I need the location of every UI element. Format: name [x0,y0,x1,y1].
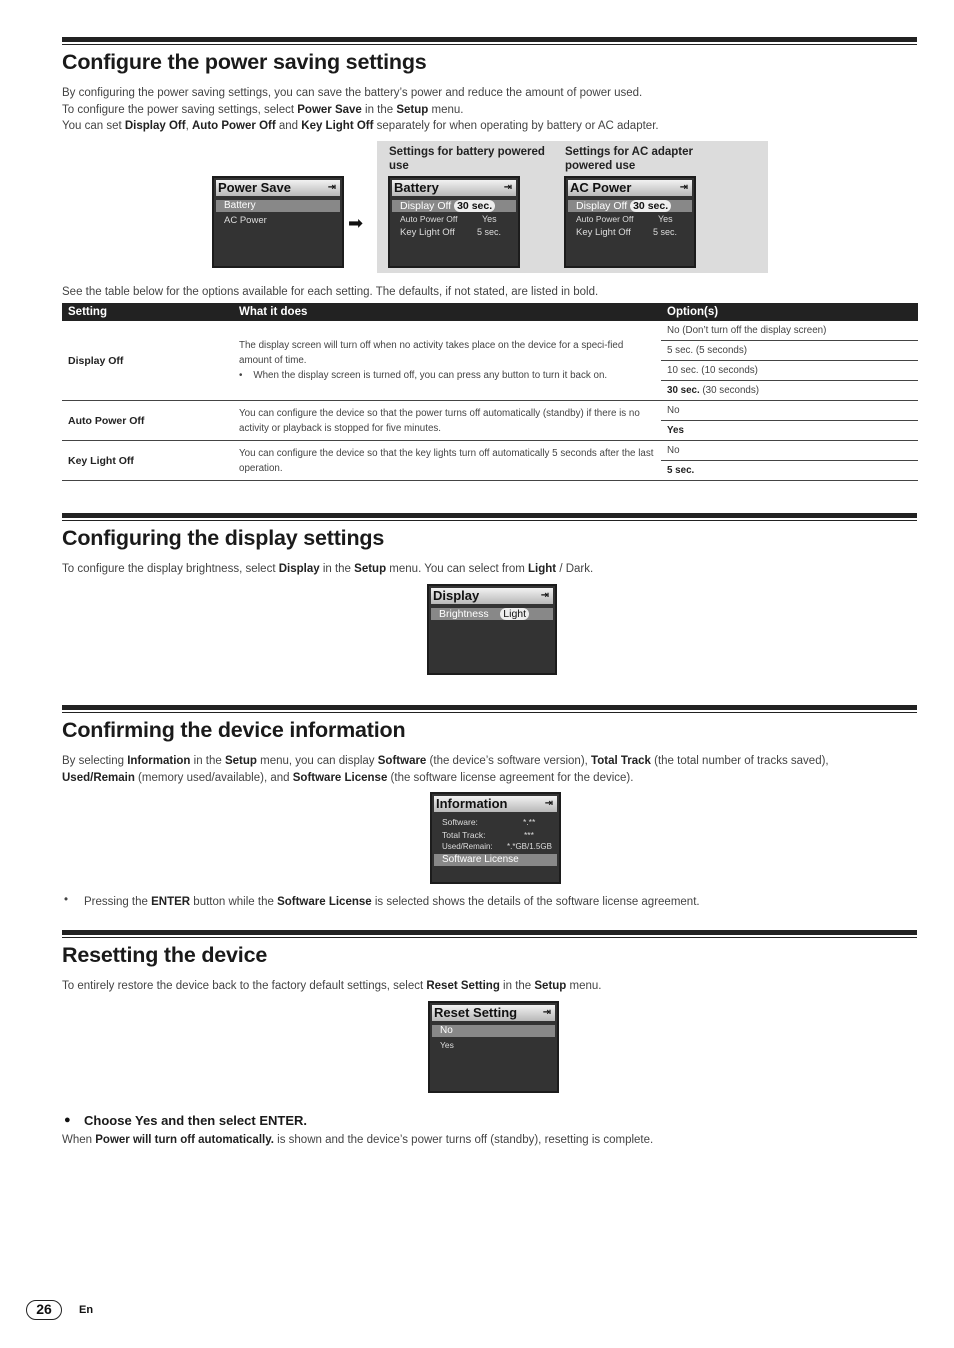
section-rule-thin [62,937,917,938]
section-title-reset: Resetting the device [62,943,268,967]
step-bullet-icon: ● [64,1114,71,1126]
section-rule [62,37,917,42]
information-screen: Information ⇥ Software: *.** Total Track: *** Used/Remain: *.*GB/1.5GB Software License [430,792,561,884]
table-row: Auto Power Off You can configure the device so that the power turns off automatically (standby) if there is no activity or playback is stopped for five minutes. No [62,401,918,421]
exit-icon: ⇥ [540,590,549,601]
battery-screen: Battery ⇥ Display Off 30 sec. Auto Power Off Yes Key Light Off 5 sec. [388,176,520,268]
display-screen: Display ⇥ Brightness Light [427,584,557,675]
exit-icon: ⇥ [679,182,688,193]
info-note: Pressing the ENTER button while the Software License is selected shows the details of the software license agreement. [84,896,700,908]
menu-item-yes: Yes [440,1040,454,1050]
section-rule [62,930,917,935]
section-rule [62,705,917,710]
step-heading: Choose Yes and then select ENTER. [84,1113,307,1128]
section-title-display: Configuring the display settings [62,526,385,550]
menu-item-battery: Battery [224,200,256,211]
language-label: En [79,1304,94,1316]
exit-icon: ⇥ [544,798,553,809]
reset-screen: Reset Setting ⇥ No Yes [428,1001,559,1093]
brightness-row: Brightness Light [439,608,529,620]
exit-icon: ⇥ [503,182,512,193]
menu-item-ac-power: AC Power [224,215,267,226]
section-rule-thin [62,44,917,45]
reset-paragraph: To entirely restore the device back to the factory default settings, select Reset Setting in the Setup menu. [62,980,602,992]
bullet: • [64,894,69,906]
power-paragraph: By configuring the power saving settings, you can save the battery’s power and reduce the amount of power used. To configure the power saving settings, select Power Save in the Setup menu. You can set Display Off, Auto Power Off and Key Light Off separately for when operating by battery or AC adapter. [62,87,659,132]
caption-ac: Settings for AC adapter powered use [565,146,694,172]
page-number: 26 [26,1300,62,1320]
power-save-screen: Power Save ⇥ Battery AC Power [212,176,344,268]
section-title-power: Configure the power saving settings [62,50,427,74]
section-title-info: Confirming the device information [62,718,406,742]
table-row: Key Light Off You can configure the device so that the key lights turn off automatically 5 seconds after the last operation. No [62,441,918,461]
table-intro: See the table below for the options available for each setting. The defaults, if not stated, are listed in bold. [62,286,599,298]
info-paragraph: By selecting Information in the Setup menu, you can display Software (the device’s software version), Total Track (the total number of tracks saved), Used/Remain (memory used/available), and Software License (the software license agreement for the device). [62,755,829,784]
table-header: Setting What it does Option(s) [62,303,918,321]
table-row: Display Off The display screen will turn off when no activity takes place on the device for a speci-fied amount of time. • When the display screen is turned off, you can press any button to turn it back on. No (Don’t turn off the display screen) [62,321,918,341]
arrow-right-icon: ➡ [348,213,364,233]
display-paragraph: To configure the display brightness, select Display in the Setup menu. You can select from Light / Dark. [62,563,594,575]
ac-power-screen: AC Power ⇥ Display Off 30 sec. Auto Power Off Yes Key Light Off 5 sec. [564,176,696,268]
section-rule-thin [62,520,917,521]
caption-battery: Settings for battery powered use [389,146,545,172]
settings-table: Setting What it does Option(s) Display Off The display screen will turn off when no activity takes place on the device for a speci-fied amount of time. • When the display screen is turned off, you can press any button to turn it back on. No (Don’t turn off the display screen) 5 sec. (5 seconds) 10 sec. (10 seconds) 30 sec. (30 seconds) Auto Power Off You can configure the device so that the power turns off automatically (standby) if there is no activity or playback is stopped for five minutes. No Yes Key Light Off You can configure the device so that the key lights turn off automatically 5 seconds after the last operation. No 5 sec. [62,303,918,481]
section-rule [62,513,917,518]
software-license-row: Software License [442,854,519,865]
step-paragraph: When Power will turn off automatically. is shown and the device’s power turns off (standby), resetting is complete. [62,1134,654,1146]
section-rule-thin [62,712,917,713]
exit-icon: ⇥ [542,1007,551,1018]
exit-icon: ⇥ [327,182,336,193]
display-off-row: Display Off 30 sec. [400,200,495,212]
display-off-row: Display Off 30 sec. [576,200,671,212]
menu-item-no: No [440,1025,453,1036]
